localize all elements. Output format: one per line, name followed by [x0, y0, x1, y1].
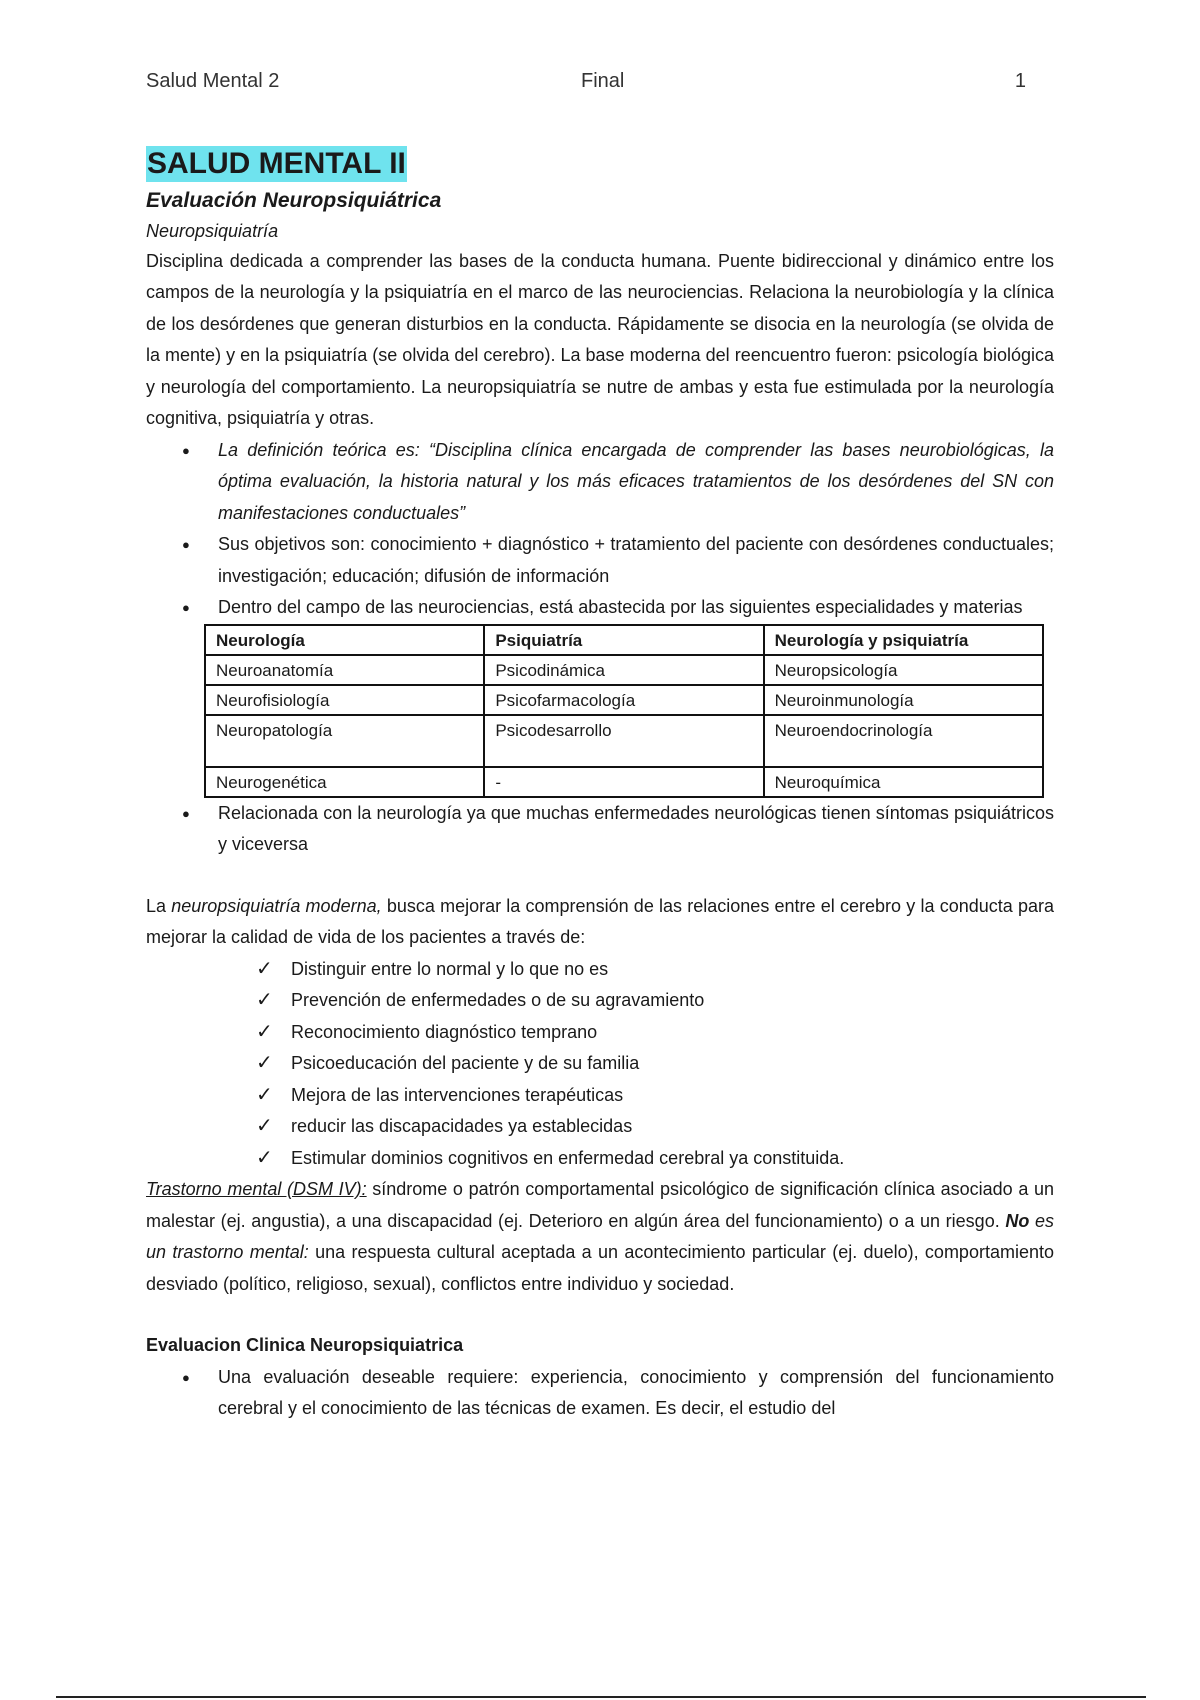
checklist-item: ✓ Reconocimiento diagnóstico temprano: [146, 1017, 1054, 1049]
check-icon: ✓: [256, 1052, 273, 1074]
table-cell: Neurofisiología: [205, 685, 484, 715]
check-icon: ✓: [256, 989, 273, 1011]
table-row: [205, 655, 1043, 685]
modern-paragraph: La neuropsiquiatría moderna, busca mejorar la comprensión de las relaciones entre el cerebro y la conducta para mejorar la calidad de vida de los pacientes a través de:: [146, 895, 1055, 947]
subsection-label: Neuropsiquiatría: [146, 220, 279, 241]
header-course: Salud Mental 2: [146, 70, 280, 92]
check-icon: ✓: [256, 1083, 273, 1106]
bullet-list: [146, 1362, 1054, 1425]
page-divider: [56, 1696, 1146, 1698]
table-cell: Neuroendocrinología: [764, 715, 1043, 767]
section-heading: Evaluacion Clinica Neuropsiquiatrica: [146, 1335, 464, 1355]
table-header: Psiquiatría: [484, 625, 763, 655]
intro-paragraph: Disciplina dedicada a comprender las bases de la conducta humana. Puente bidireccional y dinámico entre los campos de la neurología y la psiquiatría en el marco de las neurociencias. Relaciona la neurobiología y la clínica de los desórdenes que generan disturbios en la conducta. Rápidamente se disocia en la neurología (se olvida de la mente) y en la psiquiatría (se olvida del cerebro). La base moderna del reencuentro fueron: psicología biológica y neurología del comportamiento. La neuropsiquiatría se nutre de ambas y esta fue estimulada por la neurología cognitiva, psiquiatría y otras.: [146, 250, 1054, 428]
table-header-row: [205, 625, 1043, 655]
bullet-list: [146, 798, 1054, 861]
document-body: [146, 146, 1054, 1425]
table-cell: Neuroanatomía: [205, 655, 484, 685]
table-cell: Neuropsicología: [764, 655, 1043, 685]
table-cell: Psicofarmacología: [484, 685, 763, 715]
page-header: [146, 70, 1026, 102]
checklist-item: ✓ Estimular dominios cognitivos en enfermedad cerebral ya constituida.: [146, 1143, 1054, 1175]
check-icon: ✓: [256, 1115, 273, 1137]
checklist-item: ✓ Psicoeducación del paciente y de su familia: [146, 1048, 1054, 1080]
table-cell: Neuroinmunología: [764, 685, 1043, 715]
list-item: ● Una evaluación deseable requiere: experiencia, conocimiento y comprensión del funcionamiento cerebral y el conocimiento de las técnicas de examen. Es decir, el estudio del: [146, 1362, 1054, 1425]
emphasis-term: neuropsiquiatría moderna,: [171, 895, 382, 916]
check-icon: ✓: [256, 957, 273, 980]
list-item: ● Sus objetivos son: conocimiento + diagnóstico + tratamiento del paciente con desórdenes conductuales; investigación; educación; difusión de información: [146, 529, 1054, 592]
check-icon: ✓: [256, 1020, 273, 1043]
checklist-item: ✓ reducir las discapacidades ya establecidas: [146, 1111, 1054, 1143]
table-cell: Psicodesarrollo: [484, 715, 763, 767]
table-cell: Neuroquímica: [764, 767, 1043, 797]
section-title: Evaluación Neuropsiquiátrica: [146, 188, 442, 212]
specialties-table: [204, 624, 1044, 798]
checklist: [146, 954, 1054, 1175]
table-header: Neurología: [205, 625, 484, 655]
checklist-item: ✓ Prevención de enfermedades o de su agravamiento: [146, 985, 1054, 1017]
list-item: ● Dentro del campo de las neurociencias, está abastecida por las siguientes especialidades y materias: [146, 592, 1054, 624]
table-cell: Psicodinámica: [484, 655, 763, 685]
table-row: [205, 715, 1043, 767]
table-row: [205, 767, 1043, 797]
list-item: ● Relacionada con la neurología ya que muchas enfermedades neurológicas tienen síntomas psiquiátricos y viceversa: [146, 798, 1054, 861]
table-header: Neurología y psiquiatría: [764, 625, 1043, 655]
checklist-item: ✓ Mejora de las intervenciones terapéuticas: [146, 1080, 1054, 1112]
document-title: SALUD MENTAL II: [147, 147, 406, 180]
definition-label: Trastorno mental (DSM IV):: [146, 1179, 367, 1199]
table-cell: -: [484, 767, 763, 797]
table-cell: Neurogenética: [205, 767, 484, 797]
header-exam: Final: [581, 70, 625, 92]
table-cell: Neuropatología: [205, 715, 484, 767]
checklist-item: ✓ Distinguir entre lo normal y lo que no es: [146, 954, 1054, 986]
page-number: 1: [1014, 70, 1026, 92]
bullet-list: [146, 435, 1054, 624]
list-item: ● La definición teórica es: “Disciplina clínica encargada de comprender las bases neurobiológicas, la óptima evaluación, la historia natural y los más eficaces tratamientos de los desórdenes del SN con manifestaciones conductuales”: [146, 435, 1054, 530]
trastorno-paragraph: Trastorno mental (DSM IV): síndrome o patrón comportamental psicológico de significación clínica asociado a un malestar (ej. angustia), a una discapacidad (ej. Deterioro en algún área del funcionamiento) o a un riesgo. No es un trastorno mental: una respuesta cultural aceptada a un acontecimiento particular (ej. duelo), comportamiento desviado (político, religioso, sexual), conflictos entre individuo y sociedad.: [146, 1179, 1054, 1294]
check-icon: ✓: [256, 1146, 273, 1169]
table-row: [205, 685, 1043, 715]
